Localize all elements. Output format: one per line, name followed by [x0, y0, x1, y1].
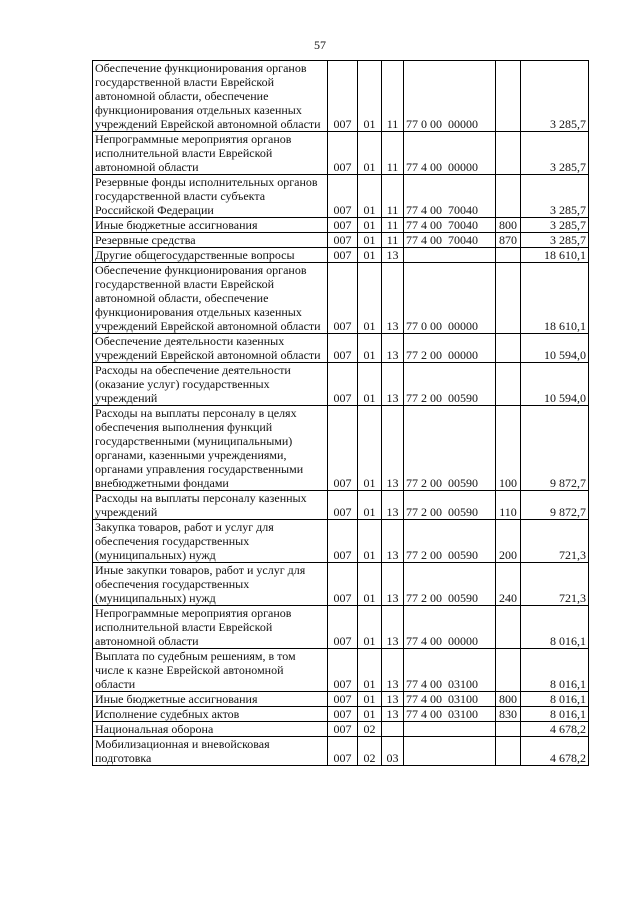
- amount: 3 285,7: [521, 218, 589, 233]
- amount: 3 285,7: [521, 61, 589, 132]
- ministry-code: 007: [328, 737, 358, 766]
- target-article-code: 77 4 00 00000: [404, 606, 496, 649]
- subsection-code: 13: [382, 248, 404, 263]
- amount: 3 285,7: [521, 132, 589, 175]
- expense-type-code: [496, 363, 521, 406]
- section-code: 01: [358, 175, 382, 218]
- amount: 10 594,0: [521, 363, 589, 406]
- table-row: [93, 175, 589, 218]
- target-article-code: 77 4 00 03100: [404, 649, 496, 692]
- amount: 721,3: [521, 520, 589, 563]
- expense-type-code: [496, 737, 521, 766]
- section-code: 01: [358, 563, 382, 606]
- section-code: 01: [358, 606, 382, 649]
- amount: 4 678,2: [521, 737, 589, 766]
- ministry-code: 007: [328, 692, 358, 707]
- table-row: [93, 132, 589, 175]
- target-article-code: 77 0 00 00000: [404, 263, 496, 334]
- amount: 18 610,1: [521, 248, 589, 263]
- ministry-code: 007: [328, 334, 358, 363]
- subsection-code: 03: [382, 737, 404, 766]
- section-code: 01: [358, 263, 382, 334]
- ministry-code: 007: [328, 61, 358, 132]
- expense-type-code: [496, 175, 521, 218]
- section-code: 01: [358, 520, 382, 563]
- amount: 3 285,7: [521, 233, 589, 248]
- expense-type-code: [496, 132, 521, 175]
- expense-type-code: [496, 263, 521, 334]
- table-row: [93, 263, 589, 334]
- subsection-code: 13: [382, 692, 404, 707]
- table-row: [93, 520, 589, 563]
- subsection-code: 13: [382, 649, 404, 692]
- target-article-code: 77 2 00 00000: [404, 334, 496, 363]
- expense-type-code: 800: [496, 692, 521, 707]
- section-code: 01: [358, 233, 382, 248]
- ministry-code: 007: [328, 649, 358, 692]
- target-article-code: 77 0 00 00000: [404, 61, 496, 132]
- subsection-code: 13: [382, 491, 404, 520]
- amount: 721,3: [521, 563, 589, 606]
- target-article-code: 77 4 00 00000: [404, 132, 496, 175]
- expense-type-code: 800: [496, 218, 521, 233]
- row-name: Закупка товаров, работ и услуг для обеспечения государственных (муниципальных) нужд: [93, 520, 328, 563]
- ministry-code: 007: [328, 218, 358, 233]
- amount: 9 872,7: [521, 406, 589, 491]
- table-row: [93, 707, 589, 722]
- row-name: Исполнение судебных актов: [93, 707, 328, 722]
- row-name: Иные бюджетные ассигнования: [93, 218, 328, 233]
- row-name: Непрограммные мероприятия органов исполнительной власти Еврейской автономной области: [93, 606, 328, 649]
- target-article-code: 77 4 00 70040: [404, 233, 496, 248]
- expense-type-code: [496, 334, 521, 363]
- subsection-code: 11: [382, 218, 404, 233]
- expense-type-code: [496, 722, 521, 737]
- expense-type-code: [496, 606, 521, 649]
- subsection-code: 13: [382, 606, 404, 649]
- expense-type-code: [496, 248, 521, 263]
- target-article-code: 77 2 00 00590: [404, 491, 496, 520]
- subsection-code: 11: [382, 132, 404, 175]
- table-row: [93, 491, 589, 520]
- subsection-code: 11: [382, 175, 404, 218]
- expense-type-code: 240: [496, 563, 521, 606]
- expense-type-code: 830: [496, 707, 521, 722]
- row-name: Иные закупки товаров, работ и услуг для обеспечения государственных (муниципальных) нужд: [93, 563, 328, 606]
- target-article-code: 77 4 00 70040: [404, 218, 496, 233]
- target-article-code: 77 2 00 00590: [404, 363, 496, 406]
- expense-type-code: 100: [496, 406, 521, 491]
- amount: 8 016,1: [521, 707, 589, 722]
- target-article-code: [404, 722, 496, 737]
- row-name: Резервные фонды исполнительных органов государственной власти субъекта Российской Федерации: [93, 175, 328, 218]
- ministry-code: 007: [328, 406, 358, 491]
- subsection-code: 11: [382, 233, 404, 248]
- amount: 8 016,1: [521, 649, 589, 692]
- target-article-code: 77 2 00 00590: [404, 563, 496, 606]
- row-name: Национальная оборона: [93, 722, 328, 737]
- ministry-code: 007: [328, 248, 358, 263]
- amount: 8 016,1: [521, 692, 589, 707]
- amount: 18 610,1: [521, 263, 589, 334]
- amount: 8 016,1: [521, 606, 589, 649]
- section-code: 01: [358, 363, 382, 406]
- table-row: [93, 406, 589, 491]
- row-name: Иные бюджетные ассигнования: [93, 692, 328, 707]
- section-code: 01: [358, 491, 382, 520]
- expense-type-code: 870: [496, 233, 521, 248]
- amount: 9 872,7: [521, 491, 589, 520]
- ministry-code: 007: [328, 606, 358, 649]
- section-code: 01: [358, 218, 382, 233]
- ministry-code: 007: [328, 233, 358, 248]
- section-code: 01: [358, 248, 382, 263]
- row-name: Мобилизационная и вневойсковая подготовка: [93, 737, 328, 766]
- section-code: 01: [358, 61, 382, 132]
- budget-table: [92, 60, 589, 766]
- subsection-code: 13: [382, 707, 404, 722]
- section-code: 01: [358, 406, 382, 491]
- ministry-code: 007: [328, 491, 358, 520]
- target-article-code: 77 4 00 03100: [404, 692, 496, 707]
- table-row: [93, 218, 589, 233]
- subsection-code: 13: [382, 263, 404, 334]
- subsection-code: 13: [382, 406, 404, 491]
- subsection-code: 13: [382, 334, 404, 363]
- table-row: [93, 61, 589, 132]
- table-row: [93, 563, 589, 606]
- subsection-code: 13: [382, 563, 404, 606]
- expense-type-code: 110: [496, 491, 521, 520]
- subsection-code: 11: [382, 61, 404, 132]
- expense-type-code: [496, 649, 521, 692]
- section-code: 01: [358, 649, 382, 692]
- ministry-code: 007: [328, 563, 358, 606]
- ministry-code: 007: [328, 707, 358, 722]
- section-code: 02: [358, 737, 382, 766]
- row-name: Другие общегосударственные вопросы: [93, 248, 328, 263]
- section-code: 01: [358, 334, 382, 363]
- table-row: [93, 606, 589, 649]
- table-row: [93, 692, 589, 707]
- target-article-code: 77 2 00 00590: [404, 520, 496, 563]
- subsection-code: 13: [382, 520, 404, 563]
- section-code: 01: [358, 707, 382, 722]
- row-name: Расходы на выплаты персоналу в целях обеспечения выполнения функций государственными (муниципальными) органами, казенными учреждениями, органами управления государственными внебюджетными фондами: [93, 406, 328, 491]
- target-article-code: 77 4 00 03100: [404, 707, 496, 722]
- table-row: [93, 233, 589, 248]
- section-code: 01: [358, 132, 382, 175]
- page-number: 57: [314, 38, 326, 52]
- budget-table-body: [93, 61, 589, 766]
- table-row: [93, 722, 589, 737]
- amount: 4 678,2: [521, 722, 589, 737]
- target-article-code: 77 4 00 70040: [404, 175, 496, 218]
- row-name: Обеспечение функционирования органов государственной власти Еврейской автономной области, обеспечение функционирования отдельных казенных учреждений Еврейской автономной области: [93, 263, 328, 334]
- row-name: Обеспечение деятельности казенных учреждений Еврейской автономной области: [93, 334, 328, 363]
- ministry-code: 007: [328, 175, 358, 218]
- amount: 3 285,7: [521, 175, 589, 218]
- table-row: [93, 649, 589, 692]
- ministry-code: 007: [328, 722, 358, 737]
- subsection-code: [382, 722, 404, 737]
- table-row: [93, 363, 589, 406]
- target-article-code: [404, 248, 496, 263]
- target-article-code: [404, 737, 496, 766]
- table-row: [93, 737, 589, 766]
- expense-type-code: 200: [496, 520, 521, 563]
- row-name: Расходы на обеспечение деятельности (оказание услуг) государственных учреждений: [93, 363, 328, 406]
- ministry-code: 007: [328, 263, 358, 334]
- section-code: 02: [358, 722, 382, 737]
- target-article-code: 77 2 00 00590: [404, 406, 496, 491]
- ministry-code: 007: [328, 132, 358, 175]
- row-name: Обеспечение функционирования органов государственной власти Еврейской автономной области, обеспечение функционирования отдельных казенных учреждений Еврейской автономной области: [93, 61, 328, 132]
- ministry-code: 007: [328, 363, 358, 406]
- row-name: Непрограммные мероприятия органов исполнительной власти Еврейской автономной области: [93, 132, 328, 175]
- table-row: [93, 334, 589, 363]
- row-name: Резервные средства: [93, 233, 328, 248]
- amount: 10 594,0: [521, 334, 589, 363]
- row-name: Выплата по судебным решениям, в том числе к казне Еврейской автономной области: [93, 649, 328, 692]
- section-code: 01: [358, 692, 382, 707]
- subsection-code: 13: [382, 363, 404, 406]
- row-name: Расходы на выплаты персоналу казенных учреждений: [93, 491, 328, 520]
- ministry-code: 007: [328, 520, 358, 563]
- expense-type-code: [496, 61, 521, 132]
- table-row: [93, 248, 589, 263]
